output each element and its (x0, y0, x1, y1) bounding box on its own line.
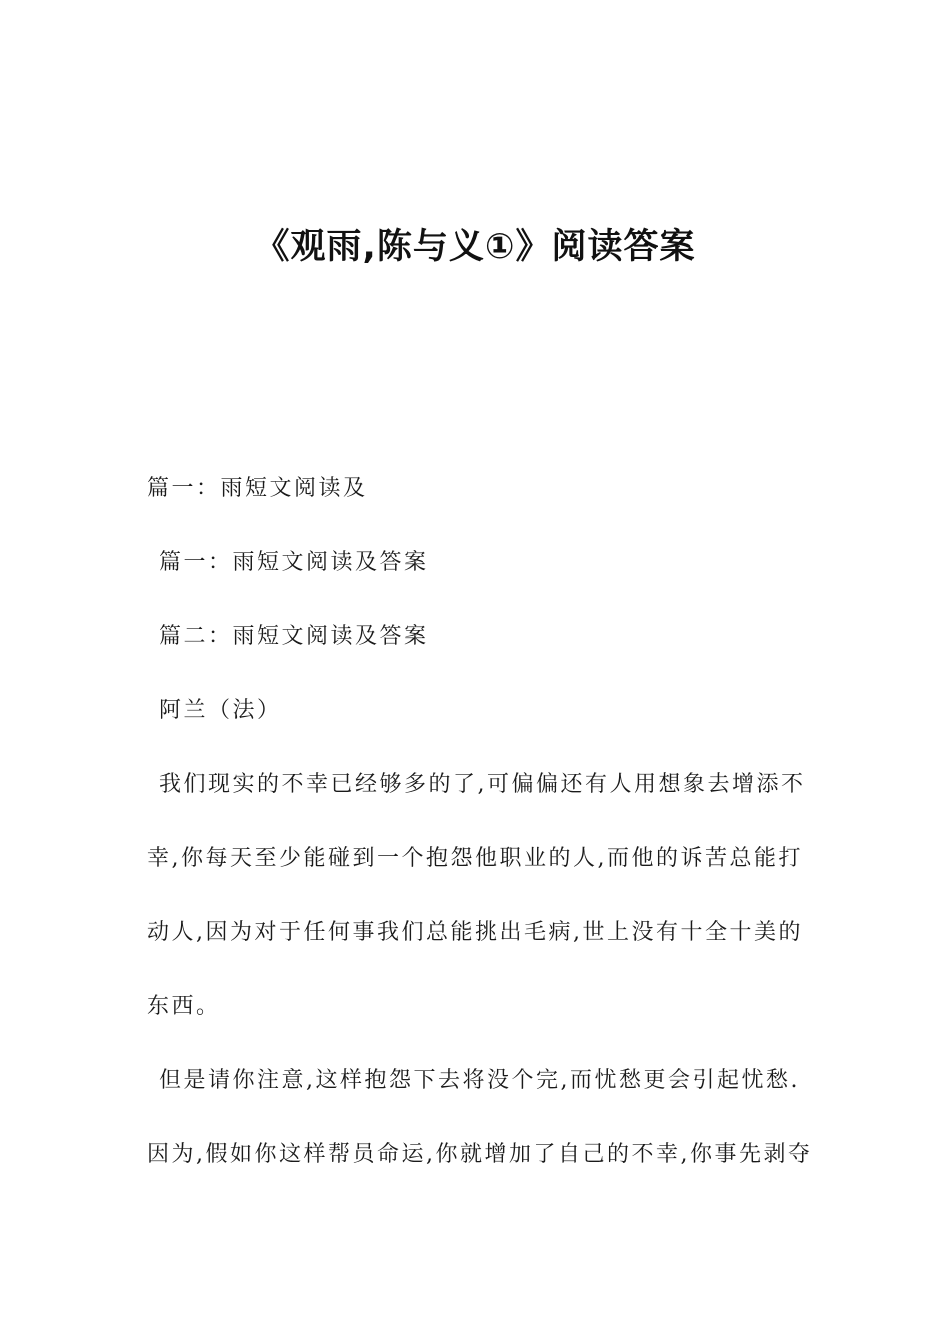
paragraph-line: 动人,因为对于任何事我们总能挑出毛病,世上没有十全十美的 (147, 920, 803, 945)
paragraph-line: 我们现实的不幸已经够多的了,可偏偏还有人用想象去增添不 (159, 772, 806, 797)
paragraph-line: 幸,你每天至少能碰到一个抱怨他职业的人,而他的诉苦总能打 (147, 846, 803, 871)
author-line: 阿兰（法） (159, 698, 282, 723)
paragraph-line: 东西。 (147, 994, 221, 1019)
paragraph-line: 篇一：雨短文阅读及 (147, 476, 368, 501)
paragraph-line: 因为,假如你这样帮员命运,你就增加了自己的不幸,你事先剥夺 (147, 1142, 813, 1167)
document-title: 《观雨,陈与义①》阅读答案 (254, 227, 696, 267)
paragraph-line: 篇一：雨短文阅读及答案 (159, 550, 429, 575)
document-body (147, 452, 813, 1192)
paragraph-line: 篇二：雨短文阅读及答案 (159, 624, 429, 649)
paragraph-line: 但是请你注意,这样抱怨下去将没个完,而忧愁更会引起忧愁. (159, 1068, 800, 1093)
